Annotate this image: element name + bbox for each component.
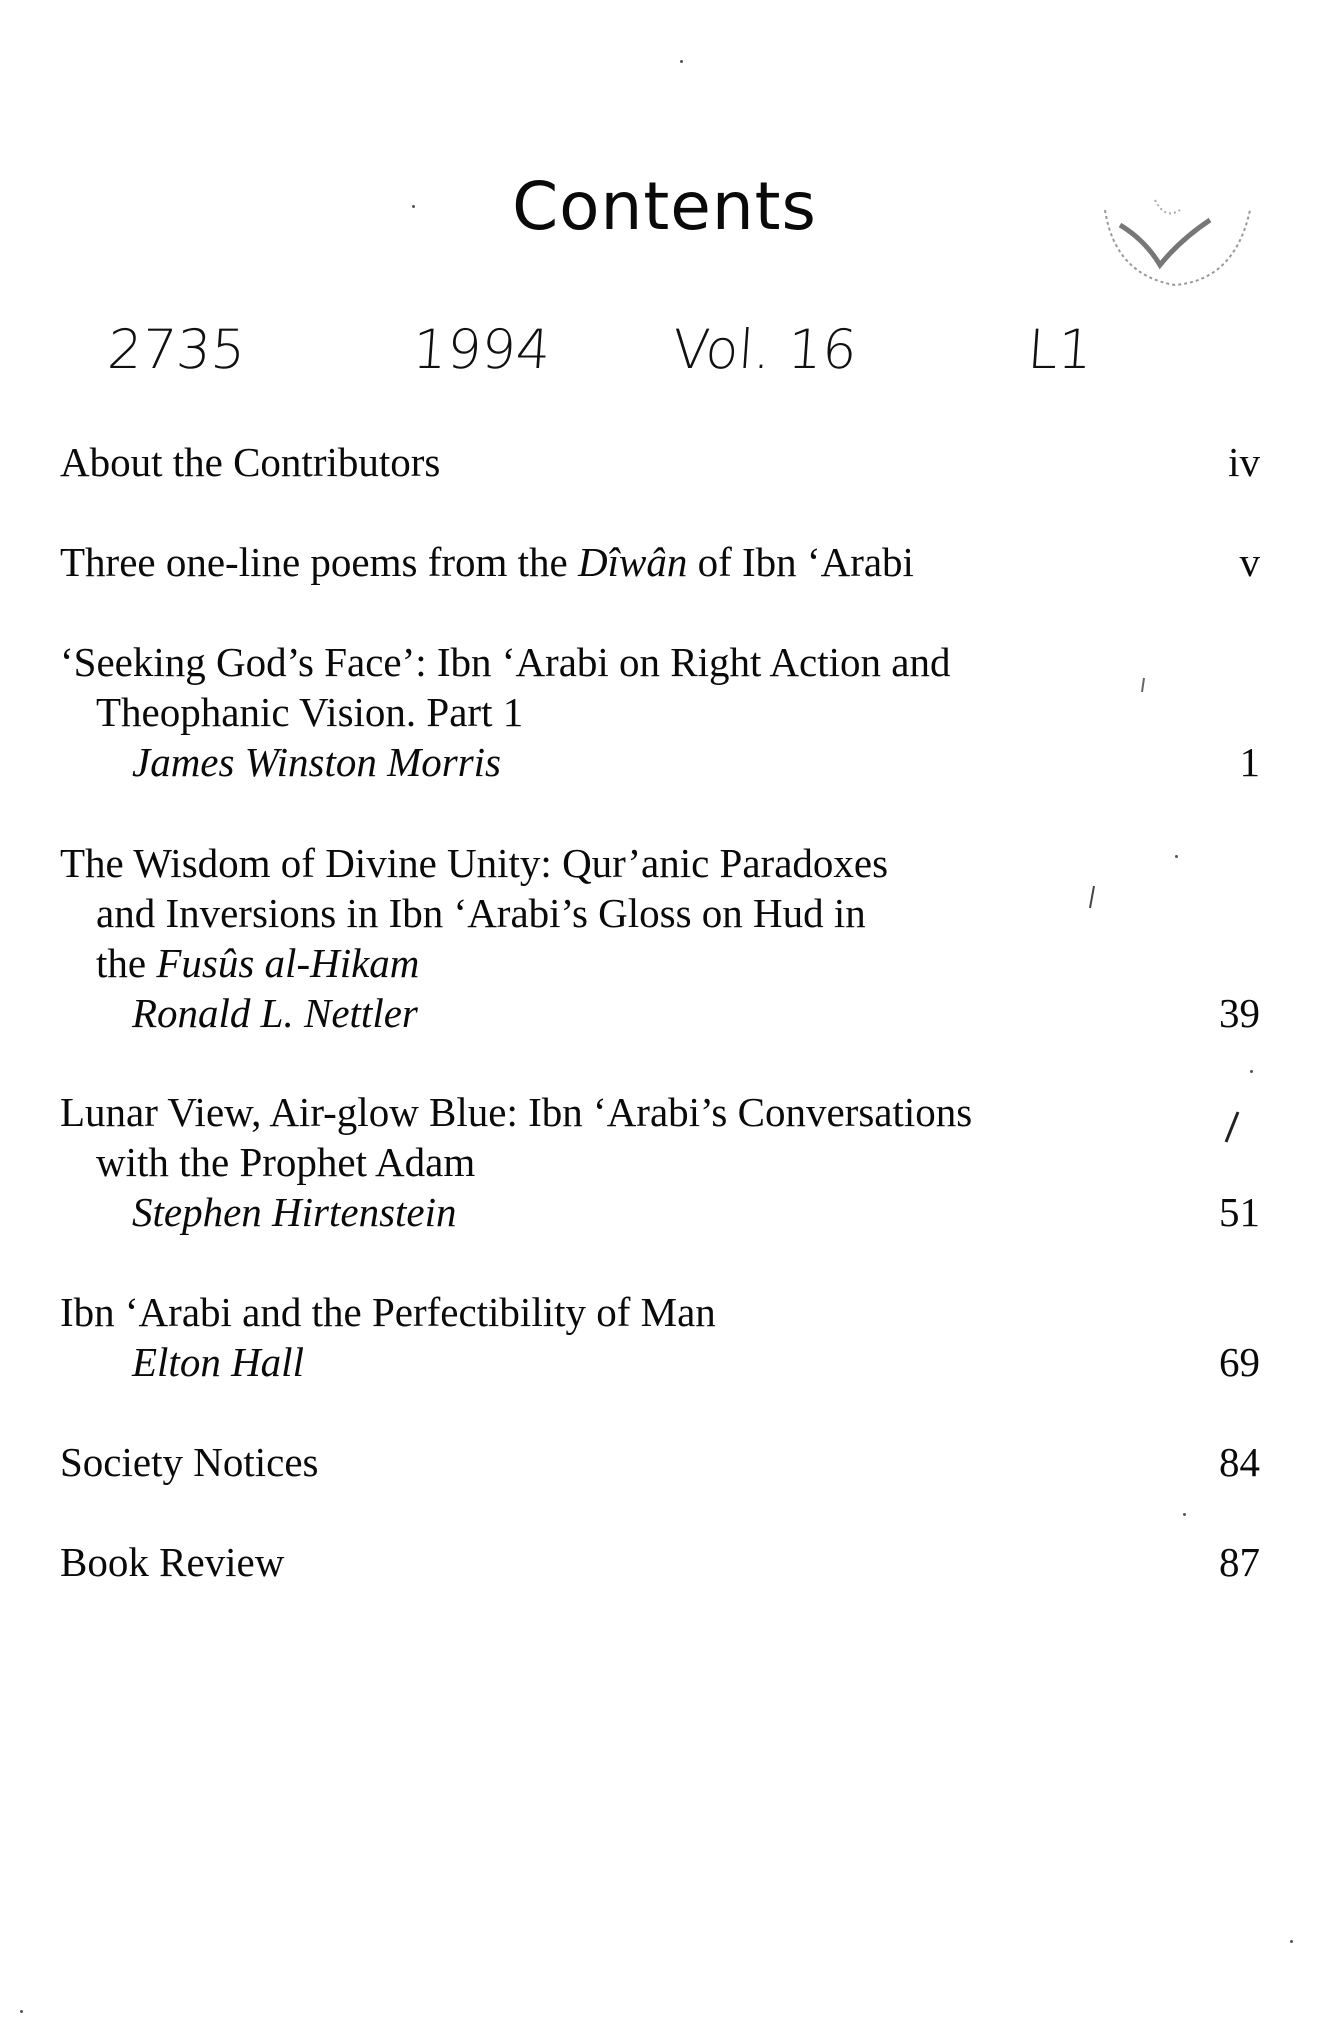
- entry-title-continued: Theophanic Vision. Part 1: [96, 689, 524, 735]
- page-number: 51: [1219, 1189, 1260, 1235]
- entry-author: Stephen Hirtenstein: [132, 1189, 457, 1235]
- scan-speck: [1250, 1070, 1253, 1073]
- margin-tick-mark: [1085, 884, 1099, 912]
- toc-entry-hall: [60, 1287, 1260, 1387]
- entry-title: Society Notices: [60, 1439, 319, 1485]
- page-number: 69: [1219, 1339, 1260, 1385]
- page-title: Contents: [512, 168, 817, 245]
- scan-speck: [20, 2010, 23, 2013]
- page-number: 39: [1219, 990, 1260, 1036]
- toc-entry-contributors: [60, 437, 1260, 487]
- toc-entry-hirtenstein: [60, 1087, 1260, 1237]
- scan-speck: [1183, 1513, 1186, 1516]
- toc-entry-book-review: [60, 1537, 1260, 1587]
- entry-title-continued: the Fusûs al-Hikam: [96, 940, 420, 986]
- entry-author: Ronald L. Nettler: [132, 990, 418, 1036]
- margin-tick-mark: [1222, 1110, 1242, 1146]
- toc-entry-poems: [60, 537, 1260, 587]
- page-number: 87: [1219, 1539, 1260, 1585]
- entry-title: ‘Seeking God’s Face’: Ibn ‘Arabi on Right Action and: [60, 639, 951, 685]
- toc-entry-society-notices: [60, 1437, 1260, 1487]
- page-number: v: [1239, 539, 1260, 585]
- entry-author: Elton Hall: [132, 1339, 304, 1385]
- toc-entry-morris: [60, 637, 1260, 787]
- entry-title-continued: and Inversions in Ibn ‘Arabi’s Gloss on Hud in: [96, 890, 866, 936]
- entry-title: Three one-line poems from the Dîwân of Ibn ‘Arabi: [60, 539, 914, 585]
- handwritten-number: 2735: [105, 318, 248, 381]
- handwritten-year: 1994: [410, 318, 553, 381]
- entry-title-continued: with the Prophet Adam: [96, 1139, 476, 1185]
- page-number: 84: [1219, 1439, 1260, 1485]
- entry-title: Lunar View, Air-glow Blue: Ibn ‘Arabi’s Conversations: [60, 1089, 973, 1135]
- toc-entry-nettler: [60, 838, 1260, 1038]
- scan-speck: [412, 205, 415, 208]
- handwritten-volume: Vol. 16: [670, 318, 859, 381]
- scan-speck: [1290, 1940, 1293, 1943]
- entry-title: Ibn ‘Arabi and the Perfectibility of Man: [60, 1289, 716, 1335]
- scan-speck: [1175, 855, 1178, 858]
- margin-tick-mark: [1138, 676, 1150, 696]
- entry-title: The Wisdom of Divine Unity: Qur’anic Paradoxes: [60, 840, 889, 886]
- page-number: iv: [1228, 439, 1260, 485]
- handwritten-location: L1: [1025, 318, 1095, 381]
- scan-speck: [680, 60, 683, 63]
- entry-author: James Winston Morris: [132, 739, 501, 785]
- entry-title: Book Review: [60, 1539, 285, 1585]
- entry-title: About the Contributors: [60, 439, 441, 485]
- library-stamp-icon: [1085, 180, 1255, 300]
- page-number: 1: [1239, 739, 1260, 785]
